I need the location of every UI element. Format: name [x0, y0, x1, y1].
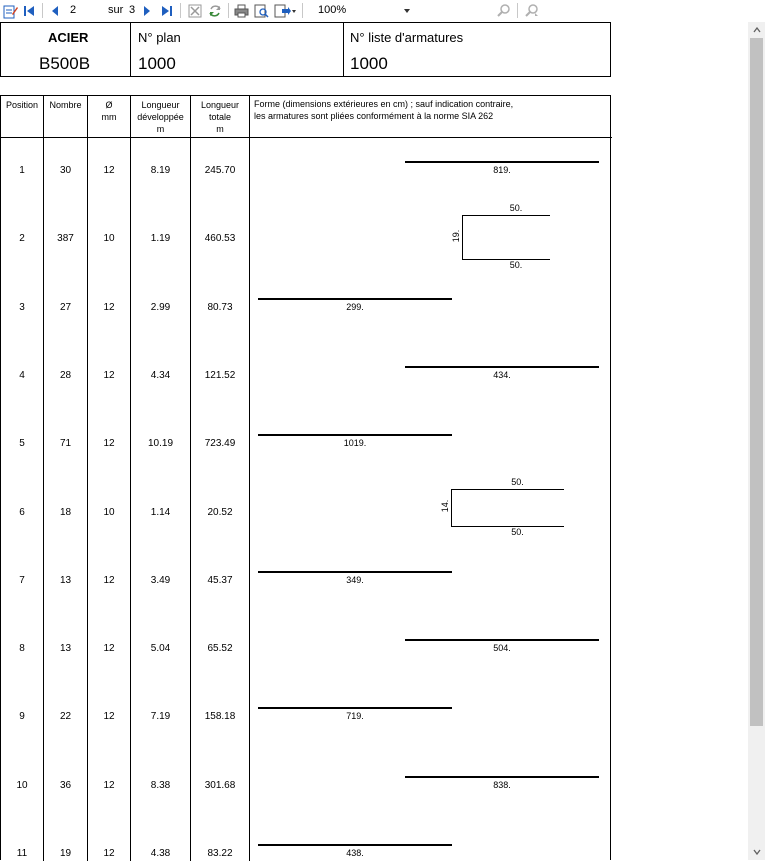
- cell-ldev: 8.38: [150, 779, 171, 791]
- rebar-dimension: 504.: [493, 643, 511, 654]
- toolbar-separator: [42, 3, 43, 18]
- cell-pos: 3: [19, 301, 25, 313]
- cell-ldev: 4.38: [150, 848, 171, 859]
- toolbar-separator: [180, 3, 181, 18]
- cell-nombre: 19: [59, 848, 72, 859]
- cell-ldev: 5.04: [150, 643, 171, 655]
- rebar-shape-line: [405, 161, 599, 163]
- next-page-icon[interactable]: [140, 3, 154, 19]
- cell-diam: 12: [103, 369, 115, 381]
- col-header-diametre: Ø mm: [101, 100, 117, 122]
- cell-diam: 12: [103, 779, 115, 791]
- header-divider: [130, 23, 131, 76]
- page-of-label: sur: [108, 4, 124, 16]
- header-row-divider: [1, 137, 612, 138]
- rebar-shape-line: [258, 298, 452, 300]
- cell-ltot: 301.68: [204, 779, 236, 791]
- prev-page-icon[interactable]: [48, 3, 62, 19]
- cell-ltot: 158.18: [204, 711, 236, 723]
- cell-ltot: 20.52: [207, 506, 233, 518]
- rebar-shape-side: [462, 215, 463, 259]
- rebar-shape-line: [258, 844, 452, 846]
- rebar-dimension-bottom: 50.: [511, 526, 524, 537]
- close-doc-icon[interactable]: [187, 3, 203, 19]
- column-divider: [249, 96, 250, 861]
- cell-diam: 12: [103, 848, 115, 859]
- rebar-dimension-side: 14.: [440, 499, 450, 513]
- column-divider: [190, 96, 191, 861]
- cell-diam: 12: [103, 643, 115, 655]
- print-preview-icon[interactable]: [253, 3, 269, 19]
- rebar-dimension: 299.: [346, 301, 364, 312]
- rebar-shape-line: [258, 571, 452, 573]
- header-divider: [343, 23, 344, 76]
- col-header-forme: Forme (dimensions extérieures en cm) ; sauf indication contraire, les armatures sont pliées conformément à la norme SIA 262: [254, 99, 514, 121]
- cell-diam: 12: [103, 711, 115, 723]
- find-next-icon[interactable]: [524, 3, 540, 19]
- cell-nombre: 13: [59, 574, 72, 586]
- material-value: B500B: [39, 54, 91, 73]
- cell-ldev: 10.19: [147, 438, 174, 450]
- cell-ltot: 80.73: [207, 301, 233, 313]
- cell-nombre: 71: [59, 438, 72, 450]
- rebar-dimension: 434.: [493, 369, 511, 380]
- col-header-position: Position: [5, 100, 39, 110]
- cell-diam: 12: [103, 301, 115, 313]
- cell-ltot: 65.52: [207, 643, 233, 655]
- cell-ltot: 121.52: [204, 369, 236, 381]
- rebar-shape-line: [405, 639, 599, 641]
- cell-ldev: 1.19: [150, 233, 171, 245]
- rebar-dimension: 838.: [493, 779, 511, 790]
- scroll-up-icon[interactable]: [748, 22, 765, 38]
- cell-ltot: 460.53: [204, 233, 236, 245]
- cell-diam: 10: [103, 506, 115, 518]
- cell-nombre: 22: [59, 711, 72, 723]
- col-header-nombre: Nombre: [49, 100, 82, 110]
- page-current-input[interactable]: 2: [70, 4, 77, 16]
- rebar-shape-line: [258, 434, 452, 436]
- cell-pos: 1: [19, 165, 25, 176]
- cell-ltot: 723.49: [204, 438, 236, 450]
- cell-nombre: 28: [59, 369, 72, 381]
- cell-ldev: 3.49: [150, 574, 171, 586]
- cell-ltot: 83.22: [207, 848, 233, 859]
- scroll-down-icon[interactable]: [748, 844, 765, 860]
- rebar-dimension: 349.: [346, 574, 364, 585]
- rebar-dimension-top: 50.: [509, 203, 523, 214]
- cell-pos: 7: [19, 574, 25, 586]
- vertical-scrollbar[interactable]: [748, 22, 765, 860]
- report-header: [0, 22, 611, 77]
- cell-nombre: 387: [57, 233, 74, 245]
- column-divider: [130, 96, 131, 861]
- rebar-shape-line: [405, 366, 599, 368]
- zoom-select[interactable]: 100%: [318, 4, 347, 16]
- export-icon[interactable]: [273, 3, 297, 19]
- cell-pos: 9: [19, 711, 25, 723]
- edit-icon[interactable]: [2, 3, 18, 19]
- material-label: ACIER: [48, 30, 89, 45]
- cell-pos: 4: [19, 369, 25, 381]
- cell-nombre: 30: [59, 165, 72, 176]
- last-page-icon[interactable]: [160, 3, 174, 19]
- rebar-dimension: 1019.: [343, 438, 367, 449]
- rebar-shape-top: [451, 489, 564, 490]
- rebar-dimension-side: 19.: [451, 230, 461, 243]
- cell-nombre: 36: [59, 779, 72, 791]
- scrollbar-thumb[interactable]: [750, 38, 763, 726]
- cell-ldev: 1.14: [150, 506, 171, 518]
- page-total-label: 3: [129, 4, 136, 16]
- rebar-shape-side: [451, 489, 452, 526]
- rebar-shape-line: [405, 776, 599, 778]
- rebar-table: [0, 95, 611, 860]
- rebar-dimension: 719.: [346, 711, 364, 722]
- refresh-icon[interactable]: [207, 3, 223, 19]
- plan-value: 1000: [138, 54, 176, 73]
- find-icon[interactable]: [496, 3, 512, 19]
- cell-pos: 5: [19, 438, 25, 450]
- col-header-longueur-totale: Longueur totale m: [200, 100, 240, 134]
- cell-ldev: 4.34: [150, 369, 171, 381]
- cell-pos: 6: [19, 506, 25, 518]
- cell-pos: 11: [16, 848, 28, 859]
- cell-ltot: 245.70: [204, 165, 236, 176]
- toolbar-separator: [228, 3, 229, 18]
- report-toolbar: [0, 0, 765, 22]
- first-page-icon[interactable]: [22, 3, 36, 19]
- toolbar-separator: [302, 3, 303, 18]
- col-header-longueur-developpee: Longueur développée m: [137, 100, 184, 134]
- cell-ldev: 2.99: [150, 301, 171, 313]
- zoom-dropdown-icon[interactable]: [402, 3, 412, 19]
- cell-nombre: 13: [59, 643, 72, 655]
- column-divider: [43, 96, 44, 861]
- list-label: N° liste d'armatures: [350, 30, 464, 45]
- rebar-dimension: 819.: [493, 165, 511, 175]
- cell-ltot: 45.37: [207, 574, 233, 586]
- rebar-shape-top: [462, 215, 550, 216]
- toolbar-separator: [517, 3, 518, 18]
- cell-diam: 12: [103, 165, 115, 176]
- cell-pos: 8: [19, 643, 25, 655]
- rebar-shape-line: [258, 707, 452, 709]
- cell-diam: 12: [103, 574, 115, 586]
- cell-ldev: 8.19: [150, 165, 171, 176]
- cell-nombre: 18: [59, 506, 72, 518]
- cell-diam: 10: [103, 233, 115, 245]
- cell-ldev: 7.19: [150, 711, 171, 723]
- print-icon[interactable]: [233, 3, 249, 19]
- plan-label: N° plan: [138, 30, 181, 45]
- list-value: 1000: [350, 54, 388, 73]
- rebar-dimension: 438.: [346, 848, 364, 858]
- rebar-dimension-bottom: 50.: [509, 260, 523, 271]
- column-divider: [87, 96, 88, 861]
- rebar-dimension-top: 50.: [511, 476, 524, 487]
- cell-diam: 12: [103, 438, 115, 450]
- cell-pos: 2: [19, 233, 25, 245]
- cell-pos: 10: [16, 779, 28, 791]
- cell-nombre: 27: [59, 301, 72, 313]
